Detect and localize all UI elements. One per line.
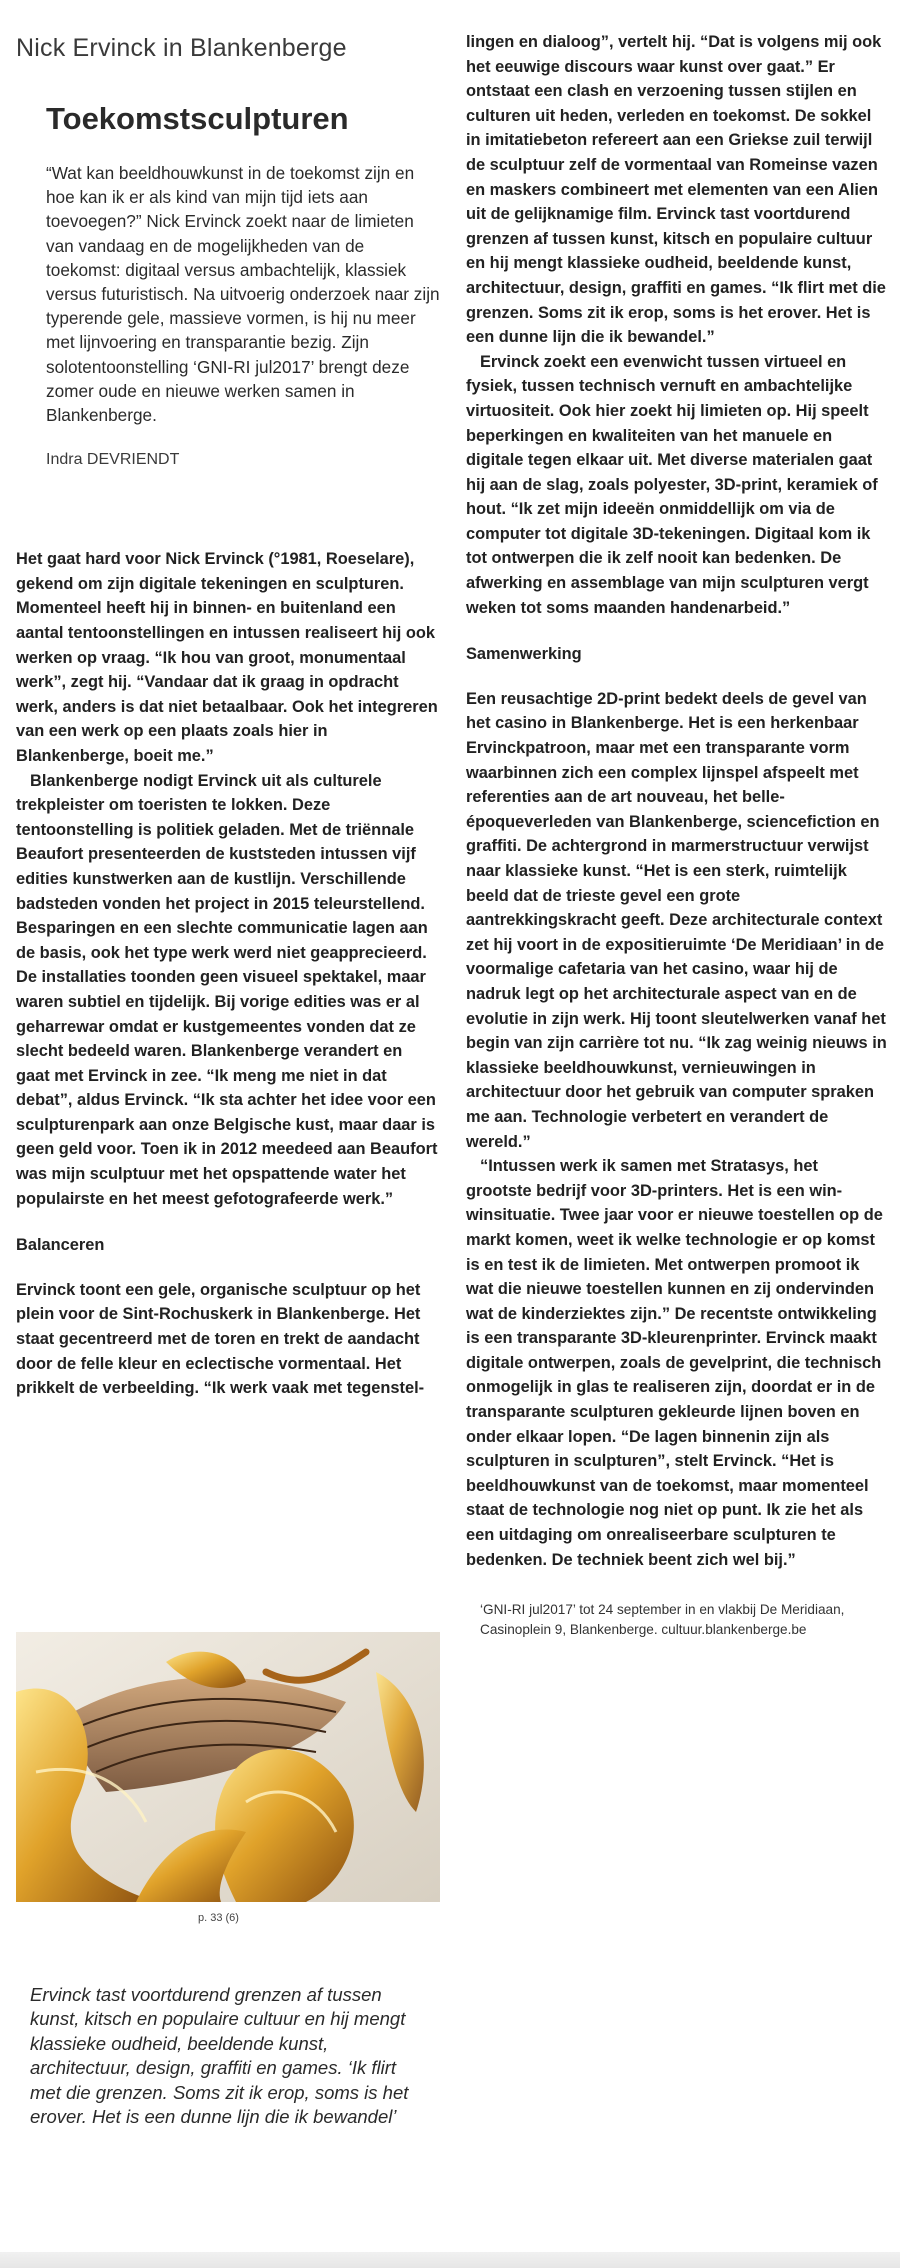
author-byline: Indra DEVRIENDT xyxy=(46,451,180,469)
body-paragraph: Ervinck zoekt een evenwicht tussen virtueel en fysiek, tussen technisch vernuft en ambachtelijke virtuositeit. Ook hier zoekt hij limieten op. Hij speelt beperkingen en kwaliteiten van het manuele en digitale tegen elkaar uit. Met diverse materialen gaat hij aan de slag, zoals polyester, 3D-print, keramiek of hout. “Ik zet mijn ideeën onmiddellijk om via de computer tot digitale 3D-tekeningen. Digitaal kom ik tot ontwerpen die ik zelf nooit kan bedenken. De afwerking en assemblage van mijn sculpturen vergt weken tot soms maanden handenarbeid.” xyxy=(466,352,878,617)
left-body-text xyxy=(16,547,440,1401)
article-lead: “Wat kan beeldhouwkunst in de toekomst zijn en hoe kan ik er als kind van mijn tijd iets aan toevoegen?” Nick Ervinck zoekt naar de limieten van vandaag en de mogelijkheden van de toekomst: digitaal versus ambachtelijk, klassiek versus futuristisch. Na uitvoerig onderzoek naar zijn typerende gele, massieve vormen, is hij nu meer met lijnvoering en transparantie bezig. Zijn solotentoonstelling ‘GNI-RI jul2017’ brengt deze zomer oude en nieuwe werken samen in Blankenberge. xyxy=(46,163,440,426)
sculpture-photo xyxy=(16,1632,440,1902)
left-column xyxy=(16,34,440,1401)
page-edge xyxy=(0,2252,900,2268)
body-paragraph: Een reusachtige 2D-print bedekt deels de gevel van het casino in Blankenberge. Het is een herkenbaar Ervinckpatroon, maar met een transparante vorm waarbinnen zich een complex lijnspel afspeelt met referenties aan de art nouveau, het belle-époqueverleden van Blankenberge, sciencefiction en graffiti. De achtergrond in marmerstructuur verwijst naar klassieke kunst. “Het is een sterk, ruimtelijk beeld dat de trieste gevel een grote aantrekkingskracht geeft. Deze architecturale context zet hij voort in de expositieruimte ‘De Meridiaan’ in de voormalige cafetaria van het casino, waar hij de nadruk legt op het architecturale aspect van en de evolutie in zijn werk. Hij toont sleutelwerken vanaf het begin van zijn carrière tot nu. “Ik zag weinig nieuws in klassieke beeldhouwkunst, vernieuwingen in architectuur door het gebruik van computer spraken me aan. Technologie verbetert en verandert de wereld.” xyxy=(466,689,887,1151)
body-paragraph: Blankenberge nodigt Ervinck uit als culturele trekpleister om toeristen te lokken. Deze tentoonstelling is politiek geladen. Met de triënnale Beaufort presenteerden de kuststeden intussen vijf edities kunstwerken aan de kustlijn. Verschillende badsteden vonden het project in 2015 teleurstellend. Besparingen en een slechte communicatie lagen aan de basis, ook het type werk werd niet geapprecieerd. De installaties toonden geen visueel spektakel, maar waren subtiel en tijdelijk. Bij vorige edities was er al geharrewar omdat er kustgemeentes vonden dat ze slecht bedeeld waren. Blankenberge verandert en gaat met Ervinck in zee. “Ik meng me niet in dat debat”, aldus Ervinck. “Ik sta achter het idee voor een sculpturenpark aan onze Belgische kust, maar daar is geen geld voor. Toen ik in 2012 meedeed aan Beaufort was mijn sculptuur met het opspattende water het populairste en het meest gefotografeerde werk.” xyxy=(16,771,438,1208)
body-paragraph: “Intussen werk ik samen met Stratasys, het grootste bedrijf voor 3D-printers. Het is een win-winsituatie. Twee jaar voor er nieuwe toestellen op de markt komen, weet ik welke technologie er op komst is en test ik de limieten. Met ontwerpen promoot ik wat die nieuwe toestellen kunnen en zij ondervinden wat de kinderziektes zijn.” De recentste ontwikkeling is een transparante 3D-kleurenprinter. Ervinck maakt digitale ontwerpen, zoals de gevelprint, die technisch onmogelijk in glas te realiseren zijn, doordat er in de transparante sculpturen gekleurde lijnen boven en onder elkaar lopen. “De lagen binnenin zijn als sculpturen in sculpturen”, stelt Ervinck. “Het is beeldhouwkunst van de toekomst, maar momenteel staat de technologie nog niet op punt. Ik zie het als een uitdaging om onrealiseerbare sculpturen te bedenken. De techniek beent zich wel bij.” xyxy=(466,1157,883,1569)
exhibition-credit: ‘GNI-RI jul2017’ tot 24 september in en vlakbij De Meridiaan, Casinoplein 9, Blankenberge. cultuur.blankenberge.be xyxy=(480,1602,845,1638)
subhead-balanceren: Balanceren xyxy=(16,1236,105,1255)
right-column xyxy=(466,30,888,1640)
right-body-text xyxy=(466,30,888,1572)
pull-quote: Ervinck tast voortdurend grenzen af tussen kunst, kitsch en populaire cultuur en hij mengt klassieke oudheid, beeldende kunst, architectuur, design, graffiti en games. ‘Ik flirt met die grenzen. Soms zit ik erop, soms is het erover. Het is een dunne lijn die ik bewandel’ xyxy=(30,1984,409,2128)
running-head: Nick Ervinck in Blankenberge xyxy=(16,34,347,62)
figure-caption: p. 33 (6) xyxy=(198,1912,239,1924)
body-paragraph: Het gaat hard voor Nick Ervinck (°1981, Roeselare), gekend om zijn digitale tekeningen en sculpturen. Momenteel heeft hij in binnen- en buitenland een aantal tentoonstellingen en intussen realiseert hij ook werken op vraag. “Ik hou van groot, monumentaal werk”, zegt hij. “Vandaar dat ik graag in opdracht werk, anders is dat niet betaalbaar. Ook het integreren van een werk op een plaats zoals hier in Blankenberge, boeit me.” xyxy=(16,550,438,765)
body-paragraph: lingen en dialoog”, vertelt hij. “Dat is volgens mij ook het eeuwige discours waar kunst over gaat.” Er ontstaat een clash en verzoening tussen stijlen en culturen uit heden, verleden en toekomst. De sokkel in imitatiebeton refereert aan een Griekse zuil terwijl de sculptuur zelf de vormentaal van Romeinse vazen en maskers combineert met elementen van een Alien uit de gelijknamige film. Ervinck tast voortdurend grenzen af tussen kunst, kitsch en populaire cultuur en hij mengt klassieke oudheid, beeldende kunst, architectuur, design, graffiti en games. “Ik flirt met die grenzen. Soms zit ik erop, soms is het erover. Het is een dunne lijn die ik bewandel.” xyxy=(466,33,886,347)
subhead-samenwerking: Samenwerking xyxy=(466,645,582,664)
body-paragraph: Ervinck toont een gele, organische sculptuur op het plein voor de Sint-Rochuskerk in Blankenberge. Het staat gecentreerd met de toren en trekt de aandacht door de felle kleur en eclectische vormentaal. Het prikkelt de verbeelding. “Ik werk vaak met tegenstel- xyxy=(16,1280,425,1398)
article-headline: Toekomstsculpturen xyxy=(46,101,349,136)
sculpture-image xyxy=(16,1632,440,1902)
